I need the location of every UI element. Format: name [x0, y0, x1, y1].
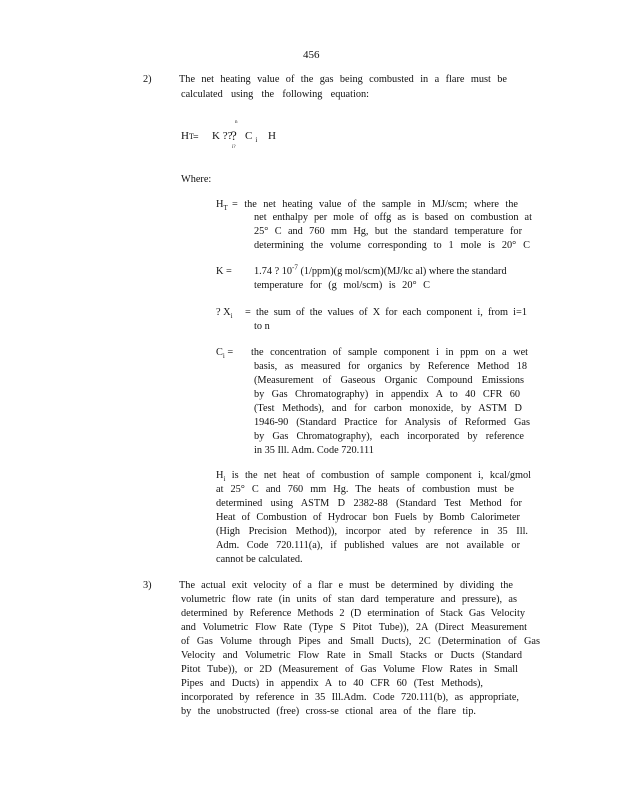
ht-line-4: determining the volume corresponding to 1 mole is 20° C — [254, 240, 530, 251]
item-3-number: 3) — [143, 580, 152, 591]
ht-line-3: 25° C and 760 mm Hg, but the standard temperature for — [254, 226, 522, 237]
item-3-line-10: by the unobstructed (free) cross-se ctional area of the flare tip. — [181, 706, 476, 717]
item-3-line-3: determined by Reference Methods 2 (D etermination of Stack Gas Velocity — [181, 608, 525, 619]
sum-lower-limit: i? — [232, 145, 236, 150]
item-2-line-2: calculated using the following equation: — [181, 89, 369, 100]
item-2-line-1: The net heating value of the gas being combusted in a flare must be — [179, 74, 507, 85]
hi-line-2: at 25° C and 760 mm Hg. The heats of combustion must be — [216, 484, 514, 495]
hi-line-1: $H_i$ is the net heat of combustion of sample component i, kcal/gmol — [216, 470, 532, 484]
hi-line-7: cannot be calculated. — [216, 554, 303, 565]
ci-line-4: by Gas Chromatography) in appendix A to 40 CFR 60 — [254, 389, 520, 400]
sumx-term: ? $X_i$ — [216, 307, 233, 321]
ci-line-3: (Measurement of Gaseous Organic Compound Emissions — [254, 375, 524, 386]
equation-lhs: HT — [181, 130, 194, 142]
item-3-line-2: volumetric flow rate (in units of stan dard temperature and pressure), as — [181, 594, 517, 605]
sumx-line-1: = the sum of the values of X for each component i, from i=1 — [245, 307, 527, 318]
ht-line-1: = the net heating value of the sample in MJ/scm; where the — [232, 199, 518, 210]
hi-line-5: (High Precision Method)), incorpor ated by reference in 35 Ill. — [216, 526, 528, 537]
equation-ci: C $_i$ — [245, 130, 258, 145]
item-3-line-8: Pipes and Ducts) in appendix A to 40 CFR 60 (Test Methods), — [181, 678, 483, 689]
ci-line-1: the concentration of sample component i in ppm on a wet — [251, 347, 528, 358]
ci-line-5: (Test Methods), and for carbon monoxide, by ASTM D — [254, 403, 522, 414]
ci-line-6: 1946-90 (Standard Practice for Analysis of Reformed Gas — [254, 417, 530, 428]
hi-line-4: Heat of Combustion of Hydrocar bon Fuels by Bomb Calorimeter — [216, 512, 520, 523]
ht-line-2: net enthalpy per mole of offg as is based on combustion at — [254, 212, 532, 223]
ci-line-7: by Gas Chromatography), each incorporated by reference — [254, 431, 524, 442]
hi-line-6: Adm. Code 720.111(a), if published values are not available or — [216, 540, 520, 551]
hi-line-3: determined using ASTM D 2382-88 (Standard Test Method for — [216, 498, 522, 509]
where-label: Where: — [181, 174, 212, 185]
item-3-line-4: and Volumetric Flow Rate (Type S Pitot Tube)), 2A (Direct Measurement — [181, 622, 527, 633]
k-line-2: temperature for (g mol/scm) is 20° C — [254, 280, 430, 291]
item-3-line-1: The actual exit velocity of a flar e must be determined by dividing the — [179, 580, 513, 591]
page-number: 456 — [303, 49, 320, 61]
item-3-line-6: Velocity and Volumetric Flow Rate in Small Stacks or Ducts (Standard — [181, 650, 522, 661]
equation-h: H — [268, 130, 276, 142]
sum-symbol: ? — [231, 128, 237, 143]
item-2-number: 2) — [143, 74, 152, 85]
k-line-1: 1.74 ? $10^{-7}$ (1/ppm)(g mol/scm)(MJ/kc al) where the standard — [254, 263, 507, 277]
ci-line-2: basis, as measured for organics by Reference Method 18 — [254, 361, 527, 372]
ci-line-8: in 35 Ill. Adm. Code 720.111 — [254, 445, 374, 456]
equation-equals: = — [193, 132, 199, 143]
item-3-line-5: of Gas Volume through Pipes and Small Ducts), 2C (Determination of Gas — [181, 636, 540, 647]
ht-term: $H_T$ — [216, 199, 228, 213]
item-3-line-9: incorporated by reference in 35 Ill.Adm. Code 720.111(b), as appropriate, — [181, 692, 519, 703]
ci-term: $C_i$ = — [216, 347, 234, 361]
equation-k: K ?? — [212, 130, 233, 142]
k-term: K = — [216, 266, 232, 277]
item-3-line-7: Pitot Tube)), or 2D (Measurement of Gas Volume Flow Rates in Small — [181, 664, 518, 675]
sumx-line-2: to n — [254, 321, 270, 332]
sum-upper-limit: n — [235, 120, 238, 125]
